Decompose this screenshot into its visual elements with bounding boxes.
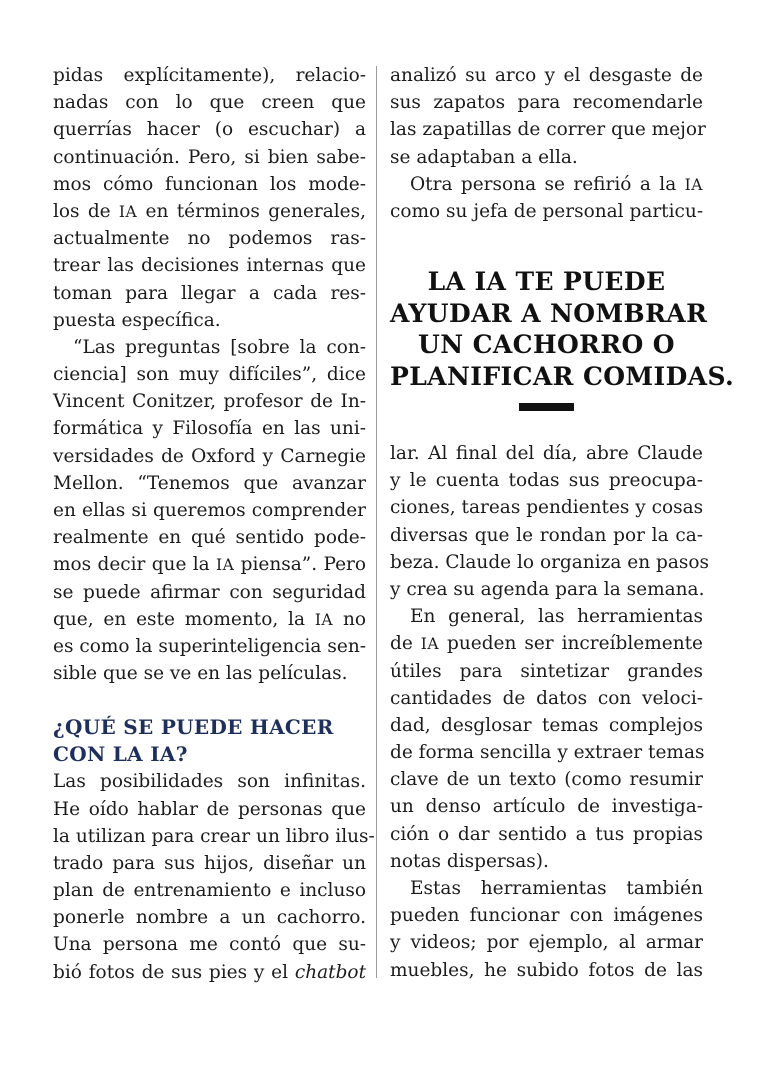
text-line: útiles para sintetizar grandes <box>390 660 703 682</box>
text-line: y crea su agenda para la semana. <box>390 578 705 600</box>
text-line: un denso artículo de investiga- <box>390 796 703 818</box>
text-line: en ellas si queremos comprender <box>53 500 366 521</box>
text-line: ción o dar sentido a tus propias <box>390 823 703 845</box>
text-line: que, en este momento, la IA no <box>53 608 367 630</box>
pull-quote-line: AYUDAR A NOMBRAR <box>390 298 708 328</box>
right-column-top <box>390 62 706 225</box>
text-line: notas dispersas). <box>390 850 549 872</box>
text-line: Las posibilidades son infinitas. <box>53 771 366 793</box>
text-line: los de IA en términos generales, <box>53 200 366 222</box>
text-line: actualmente no podemos ras- <box>53 228 366 250</box>
text-line: sus zapatos para recomendarle <box>390 92 703 114</box>
text-line: trear las decisiones internas que <box>53 255 366 277</box>
text-line: He oído hablar de personas que <box>53 798 366 820</box>
text-line: versidades de Oxford y Carnegie <box>53 445 366 467</box>
text-line: se adaptaban a ella. <box>390 146 578 168</box>
text-line: mos decir que la IA piensa”. Pero <box>53 554 367 576</box>
text-line: diversas que le rondan por la ca- <box>390 524 703 546</box>
text-line: Una persona me contó que su- <box>53 934 366 956</box>
text-line: cantidades de datos con veloci- <box>390 687 703 709</box>
section-heading: CON LA IA? <box>53 742 188 767</box>
text-line: sible que se ve en las películas. <box>53 663 348 685</box>
text-line: plan de entrenamiento e incluso <box>53 880 366 902</box>
text-line: las zapatillas de correr que mejor <box>390 119 706 141</box>
text-line: y videos; por ejemplo, al armar <box>390 932 703 954</box>
text-line: puesta específica. <box>53 309 221 331</box>
text-line: lar. Al final del día, abre Claude <box>390 443 703 464</box>
text-line: trado para sus hijos, diseñar un <box>53 852 366 874</box>
section-heading: ¿QUÉ SE PUEDE HACER <box>53 715 334 740</box>
pull-quote-line: LA IA TE PUEDE <box>427 267 666 296</box>
text-line: En general, las herramientas <box>410 606 703 628</box>
text-line: nadas con lo que creen que <box>53 92 366 114</box>
text-line: como su jefa de personal particu- <box>390 200 704 222</box>
text-line: continuación. Pero, si bien sabe- <box>53 146 366 168</box>
text-line-chatbot: bió fotos de sus pies y el chatbot <box>53 961 366 983</box>
pull-quote <box>390 266 735 392</box>
text-line: de IA pueden ser increíblemente <box>390 633 703 655</box>
text-line: pueden funcionar con imágenes <box>390 905 703 927</box>
text-line: realmente en qué sentido pode- <box>53 527 366 549</box>
text-line: ciones, tareas pendientes y cosas <box>390 497 704 519</box>
text-line: muebles, he subido fotos de las <box>390 959 703 981</box>
text-line: de forma sencilla y extraer temas <box>390 742 705 764</box>
text-line: formática y Filosofía en las uni- <box>53 418 366 440</box>
text-line: Mellon. “Tenemos que avanzar <box>53 472 366 494</box>
text-line: dad, desglosar temas complejos <box>390 714 703 736</box>
text-line: analizó su arco y el desgaste de <box>390 65 703 86</box>
text-line: toman para llegar a cada res- <box>53 282 366 304</box>
text-line: Vincent Conitzer, profesor de In- <box>53 391 366 413</box>
text-line: y le cuenta todas sus preocupa- <box>390 470 703 492</box>
text-line: ciencia] son muy difíciles”, dice <box>53 364 366 386</box>
text-line: Otra persona se refirió a la IA <box>410 173 703 195</box>
text-line: clave de un texto (como resumir <box>390 769 703 791</box>
text-line: pidas explícitamente), relacio- <box>53 65 366 86</box>
pull-quote-line: UN CACHORRO O <box>418 330 675 359</box>
column-divider <box>376 66 377 978</box>
text-line: se puede afirmar con seguridad <box>53 581 366 603</box>
text-line: mos cómo funcionan los mode- <box>53 173 366 195</box>
text-line: es como la superinteligencia sen- <box>53 635 366 657</box>
text-line: Estas herramientas también <box>410 878 703 899</box>
pull-quote-line: PLANIFICAR COMIDAS. <box>390 361 735 391</box>
right-column-bottom <box>390 440 710 984</box>
left-column <box>53 62 375 986</box>
text-line: la utilizan para crear un libro ilus- <box>53 825 375 847</box>
text-line: beza. Claude lo organiza en pasos <box>390 551 710 573</box>
pull-quote-rule <box>519 403 574 411</box>
text-line: ponerle nombre a un cachorro. <box>53 907 366 929</box>
text-line: “Las preguntas [sobre la con- <box>73 336 366 358</box>
text-line: querrías hacer (o escuchar) a <box>53 119 366 141</box>
